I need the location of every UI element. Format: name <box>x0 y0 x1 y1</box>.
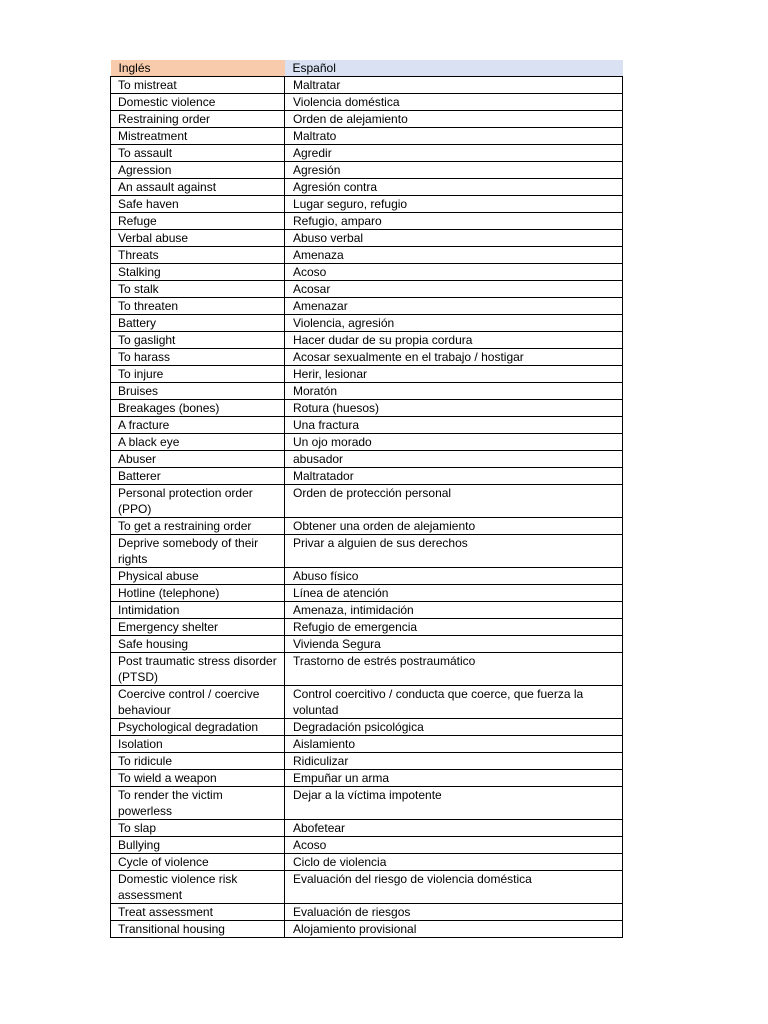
table-row <box>111 77 623 94</box>
english-term-cell: To harass <box>111 349 285 366</box>
spanish-term-cell: Maltratador <box>285 468 623 485</box>
spanish-term-cell: Lugar seguro, refugio <box>285 196 623 213</box>
table-row <box>111 736 623 753</box>
english-term-cell: Restraining order <box>111 111 285 128</box>
table-row <box>111 298 623 315</box>
table-row <box>111 400 623 417</box>
spanish-term-cell: Ridiculizar <box>285 753 623 770</box>
english-term-cell: Battery <box>111 315 285 332</box>
english-term-cell: Bruises <box>111 383 285 400</box>
table-row <box>111 518 623 535</box>
english-term-cell: Personal protection order (PPO) <box>111 485 285 518</box>
spanish-term-cell: Orden de alejamiento <box>285 111 623 128</box>
english-term-cell: Safe haven <box>111 196 285 213</box>
spanish-term-cell: Acosar sexualmente en el trabajo / hostigar <box>285 349 623 366</box>
english-term-cell: To get a restraining order <box>111 518 285 535</box>
english-term-cell: A fracture <box>111 417 285 434</box>
table-row <box>111 568 623 585</box>
table-row <box>111 332 623 349</box>
spanish-term-cell: Moratón <box>285 383 623 400</box>
spanish-term-cell: Agresión <box>285 162 623 179</box>
english-term-cell: Hotline (telephone) <box>111 585 285 602</box>
spanish-term-cell: Agredir <box>285 145 623 162</box>
table-row <box>111 871 623 904</box>
glossary-table <box>110 60 623 938</box>
table-row <box>111 686 623 719</box>
english-term-cell: An assault against <box>111 179 285 196</box>
english-term-cell: Psychological degradation <box>111 719 285 736</box>
spanish-term-cell: Amenaza, intimidación <box>285 602 623 619</box>
table-row <box>111 315 623 332</box>
table-row <box>111 349 623 366</box>
spanish-term-cell: Herir, lesionar <box>285 366 623 383</box>
table-row <box>111 281 623 298</box>
spanish-term-cell: Orden de protección personal <box>285 485 623 518</box>
spanish-term-cell: Una fractura <box>285 417 623 434</box>
english-term-cell: Threats <box>111 247 285 264</box>
english-term-cell: Stalking <box>111 264 285 281</box>
table-row <box>111 111 623 128</box>
english-term-cell: To gaslight <box>111 332 285 349</box>
table-row <box>111 468 623 485</box>
spanish-term-cell: Amenaza <box>285 247 623 264</box>
header-row <box>111 60 623 77</box>
english-term-cell: Mistreatment <box>111 128 285 145</box>
english-term-cell: To render the victim powerless <box>111 787 285 820</box>
english-term-cell: Physical abuse <box>111 568 285 585</box>
table-row <box>111 636 623 653</box>
english-term-cell: Emergency shelter <box>111 619 285 636</box>
header-spanish: Español <box>285 60 623 77</box>
spanish-term-cell: Abuso físico <box>285 568 623 585</box>
english-term-cell: Domestic violence risk assessment <box>111 871 285 904</box>
english-term-cell: Refuge <box>111 213 285 230</box>
spanish-term-cell: Abofetear <box>285 820 623 837</box>
spanish-term-cell: Hacer dudar de su propia cordura <box>285 332 623 349</box>
spanish-term-cell: Control coercitivo / conducta que coerce, que fuerza la voluntad <box>285 686 623 719</box>
spanish-term-cell: Obtener una orden de alejamiento <box>285 518 623 535</box>
english-term-cell: Coercive control / coercive behaviour <box>111 686 285 719</box>
spanish-term-cell: Trastorno de estrés postraumático <box>285 653 623 686</box>
table-row <box>111 230 623 247</box>
table-row <box>111 753 623 770</box>
spanish-term-cell: Abuso verbal <box>285 230 623 247</box>
english-term-cell: Safe housing <box>111 636 285 653</box>
english-term-cell: Treat assessment <box>111 904 285 921</box>
table-row <box>111 585 623 602</box>
spanish-term-cell: Violencia doméstica <box>285 94 623 111</box>
spanish-term-cell: Maltratar <box>285 77 623 94</box>
table-row <box>111 535 623 568</box>
english-term-cell: Isolation <box>111 736 285 753</box>
english-term-cell: To stalk <box>111 281 285 298</box>
english-term-cell: To ridicule <box>111 753 285 770</box>
english-term-cell: Intimidation <box>111 602 285 619</box>
table-row <box>111 145 623 162</box>
english-term-cell: A black eye <box>111 434 285 451</box>
spanish-term-cell: Vivienda Segura <box>285 636 623 653</box>
spanish-term-cell: Evaluación de riesgos <box>285 904 623 921</box>
english-term-cell: Batterer <box>111 468 285 485</box>
english-term-cell: Domestic violence <box>111 94 285 111</box>
spanish-term-cell: Evaluación del riesgo de violencia doméstica <box>285 871 623 904</box>
header-english: Inglés <box>111 60 285 77</box>
english-term-cell: Verbal abuse <box>111 230 285 247</box>
table-row <box>111 619 623 636</box>
spanish-term-cell: Refugio de emergencia <box>285 619 623 636</box>
english-term-cell: To mistreat <box>111 77 285 94</box>
spanish-term-cell: Rotura (huesos) <box>285 400 623 417</box>
spanish-term-cell: Acoso <box>285 264 623 281</box>
table-row <box>111 94 623 111</box>
table-row <box>111 719 623 736</box>
english-term-cell: Transitional housing <box>111 921 285 938</box>
spreadsheet-page <box>110 60 622 938</box>
spanish-term-cell: abusador <box>285 451 623 468</box>
english-term-cell: Breakages (bones) <box>111 400 285 417</box>
table-row <box>111 854 623 871</box>
table-row <box>111 264 623 281</box>
glossary-body <box>111 77 623 938</box>
spanish-term-cell: Violencia, agresión <box>285 315 623 332</box>
table-row <box>111 417 623 434</box>
table-row <box>111 770 623 787</box>
spanish-term-cell: Maltrato <box>285 128 623 145</box>
table-row <box>111 602 623 619</box>
table-row <box>111 837 623 854</box>
table-row <box>111 434 623 451</box>
spanish-term-cell: Empuñar un arma <box>285 770 623 787</box>
english-term-cell: Deprive somebody of their rights <box>111 535 285 568</box>
spanish-term-cell: Alojamiento provisional <box>285 921 623 938</box>
table-row <box>111 366 623 383</box>
spanish-term-cell: Un ojo morado <box>285 434 623 451</box>
table-row <box>111 451 623 468</box>
spanish-term-cell: Acoso <box>285 837 623 854</box>
table-row <box>111 383 623 400</box>
english-term-cell: Bullying <box>111 837 285 854</box>
spanish-term-cell: Acosar <box>285 281 623 298</box>
english-term-cell: Agression <box>111 162 285 179</box>
table-row <box>111 247 623 264</box>
english-term-cell: Post traumatic stress disorder (PTSD) <box>111 653 285 686</box>
table-row <box>111 653 623 686</box>
table-row <box>111 904 623 921</box>
table-row <box>111 787 623 820</box>
spanish-term-cell: Agresión contra <box>285 179 623 196</box>
english-term-cell: Cycle of violence <box>111 854 285 871</box>
english-term-cell: To injure <box>111 366 285 383</box>
english-term-cell: To slap <box>111 820 285 837</box>
spanish-term-cell: Amenazar <box>285 298 623 315</box>
table-row <box>111 128 623 145</box>
spanish-term-cell: Dejar a la víctima impotente <box>285 787 623 820</box>
english-term-cell: To wield a weapon <box>111 770 285 787</box>
table-row <box>111 485 623 518</box>
spanish-term-cell: Degradación psicológica <box>285 719 623 736</box>
table-row <box>111 179 623 196</box>
spanish-term-cell: Aislamiento <box>285 736 623 753</box>
english-term-cell: To threaten <box>111 298 285 315</box>
table-row <box>111 196 623 213</box>
table-row <box>111 213 623 230</box>
table-row <box>111 162 623 179</box>
table-row <box>111 820 623 837</box>
spanish-term-cell: Ciclo de violencia <box>285 854 623 871</box>
english-term-cell: Abuser <box>111 451 285 468</box>
english-term-cell: To assault <box>111 145 285 162</box>
spanish-term-cell: Refugio, amparo <box>285 213 623 230</box>
spanish-term-cell: Línea de atención <box>285 585 623 602</box>
spanish-term-cell: Privar a alguien de sus derechos <box>285 535 623 568</box>
table-row <box>111 921 623 938</box>
